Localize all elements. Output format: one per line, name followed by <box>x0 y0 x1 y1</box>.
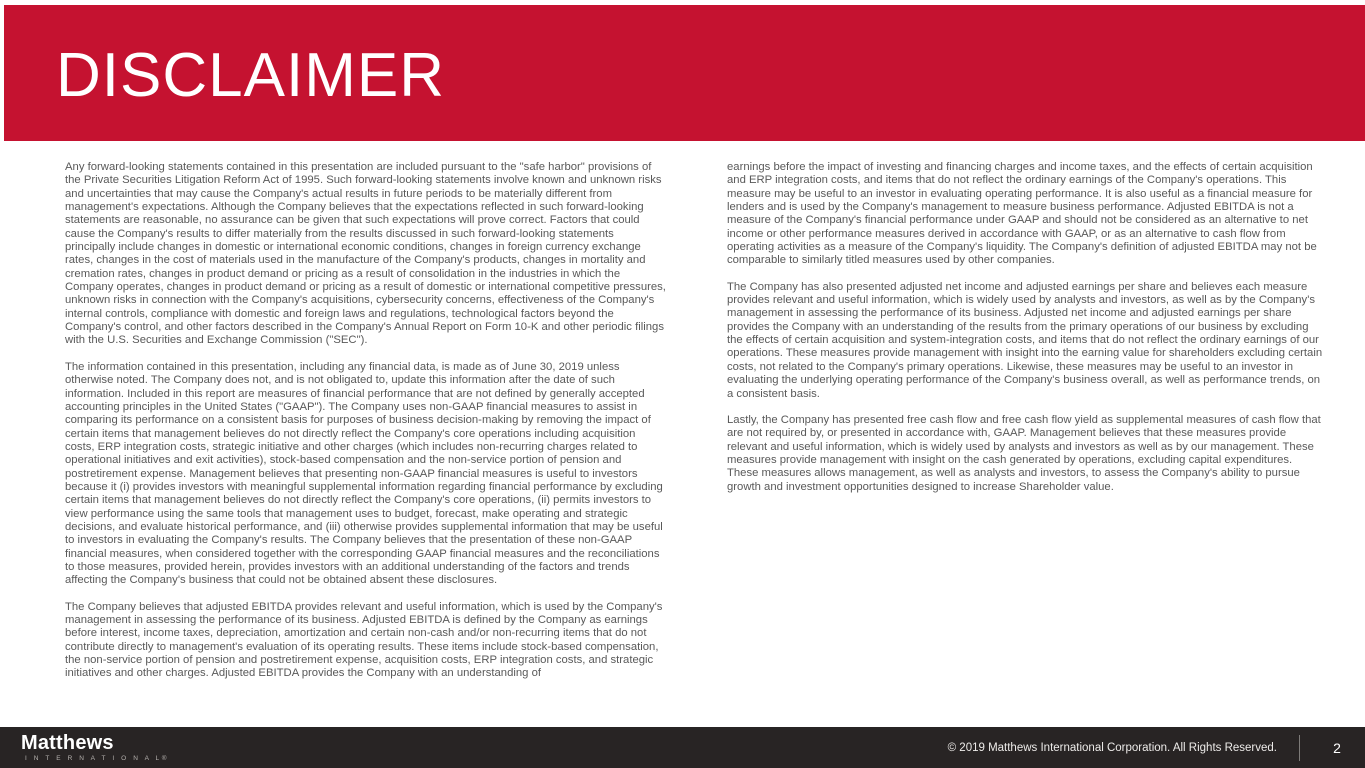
copyright-text: © 2019 Matthews International Corporation. All Rights Reserved. <box>947 741 1277 754</box>
footer-bar <box>0 727 1365 768</box>
matthews-logo <box>21 733 169 763</box>
title-banner <box>4 5 1365 141</box>
disclaimer-paragraph: The Company believes that adjusted EBITDA provides relevant and useful information, which is used by the Company's management in assessing the performance of its business. Adjusted EBITDA is defined by the Company as earnings before interest, income taxes, depreciation, amortization and certain non-cash and/or non-recurring items that do not contribute directly to management's evaluation of its operating results. These items include stock-based compensation, the non-service portion of pension and postretirement expense, acquisition costs, ERP integration costs, and strategic initiatives and other charges. Adjusted EBITDA provides the Company with an understanding of <box>65 600 663 680</box>
page-title: DISCLAIMER <box>56 41 445 110</box>
footer-right-group <box>948 727 1365 768</box>
disclaimer-left-column <box>65 161 666 694</box>
disclaimer-paragraph: Lastly, the Company has presented free cash flow and free cash flow yield as supplemental measures of cash flow that are not required by, or presented in accordance with, GAAP. Management believes that these measures provide relevant and useful information, which is widely used by analysts and investors as well as by our management. These measures provide management with insight on the cash generated by operations, excluding capital expenditures. These measures allows management, as well as analysts and investors, to assess the Company's ability to pursue growth and investment opportunities designed to increase Shareholder value. <box>727 413 1321 493</box>
disclaimer-paragraph: Any forward-looking statements contained in this presentation are included pursuant to the "safe harbor" provisions of the Private Securities Litigation Reform Act of 1995. Such forward-looking statements involve known and unknown risks and uncertainties that may cause the Company's actual results in future periods to be materially different from management's expectations. Although the Company believes that the expectations reflected in such forward-looking statements are reasonable, no assurance can be given that such expectations will prove correct. Factors that could cause the Company's results to differ materially from the results discussed in such forward-looking statements principally include changes in domestic or international economic conditions, changes in foreign currency exchange rates, changes in the cost of materials used in the manufacture of the Company's products, changes in mortality and cremation rates, changes in product demand or pricing as a result of consolidation in the industries in which the Company operates, changes in product demand or pricing as a result of domestic or international competitive pressures, unknown risks in connection with the Company's acquisitions, cybersecurity concerns, effectiveness of the Company's internal controls, compliance with domestic and foreign laws and regulations, technological factors beyond the Company's control, and other factors described in the Company's Annual Report on Form 10-K and other periodic filings with the U.S. Securities and Exchange Commission ("SEC"). <box>65 161 666 347</box>
disclaimer-paragraph: earnings before the impact of investing and financing charges and income taxes, and the effects of certain acquisition and ERP integration costs, and items that do not reflect the ordinary earnings of the Company's operations. This measure may be useful to an investor in evaluating operating performance. It is also useful as a financial measure for lenders and is used by the Company's management to measure business performance. Adjusted EBITDA is not a measure of the Company's financial performance under GAAP and should not be considered as an alternative to net income or other performance measures derived in accordance with GAAP, or as an alternative to cash flow from operating activities as a measure of the Company's liquidity. The Company's definition of adjusted EBITDA may not be comparable to similarly titled measures used by other companies. <box>727 161 1317 267</box>
logo-wordmark: Matthews <box>21 732 114 754</box>
disclaimer-paragraph: The information contained in this presentation, including any financial data, is made as of June 30, 2019 unless otherwise noted. The Company does not, and is not obligated to, update this information after the date of such information. Included in this report are measures of financial performance that are not defined by generally accepted accounting principles in the United States ("GAAP"). The Company uses non-GAAP financial measures to assist in comparing its performance on a consistent basis for purposes of business decision-making by removing the impact of certain items that management believes do not directly reflect the Company's core operations including acquisition costs, ERP integration costs, strategic initiative and other charges (which includes non-recurring charges related to operational initiatives and exit activities), stock-based compensation and the non-service portion of pension and postretirement expense. Management believes that presenting non-GAAP financial measures is useful to investors because it (i) provides investors with meaningful supplemental information regarding financial performance by excluding certain items that management believes do not directly reflect the Company's core operations, (ii) permits investors to view performance using the same tools that management uses to budget, forecast, make operating and strategic decisions, and evaluate historical performance, and (iii) otherwise provides supplemental information that may be useful to investors in evaluating the Company's results. The Company believes that the presentation of these non-GAAP financial measures, when considered together with the corresponding GAAP financial measures and the reconciliations to those measures, provided herein, provides investors with an additional understanding of the factors and trends affecting the Company's business that could not be obtained absent these disclosures. <box>65 360 663 587</box>
disclaimer-right-column <box>727 161 1323 507</box>
footer-divider <box>1299 735 1300 761</box>
logo-subtitle: I N T E R N A T I O N A L® <box>25 755 170 762</box>
page-number: 2 <box>1333 739 1341 756</box>
disclaimer-paragraph: The Company has also presented adjusted net income and adjusted earnings per share and believes each measure provides relevant and useful information, which is widely used by analysts and investors, as well as by the Company's management in assessing the performance of its business. Adjusted net income and adjusted earnings per share provides the Company with an understanding of the results from the primary operations of our business by excluding the effects of certain acquisition and system-integration costs, and items that do not reflect the ordinary earnings of our operations. These measures provide management with insight into the earning value for shareholders excluding certain costs, not related to the Company's primary operations. Likewise, these measures may be useful to an investor in evaluating the underlying operating performance of the Company's business overall, as well as performance trends, on a consistent basis. <box>727 280 1323 400</box>
